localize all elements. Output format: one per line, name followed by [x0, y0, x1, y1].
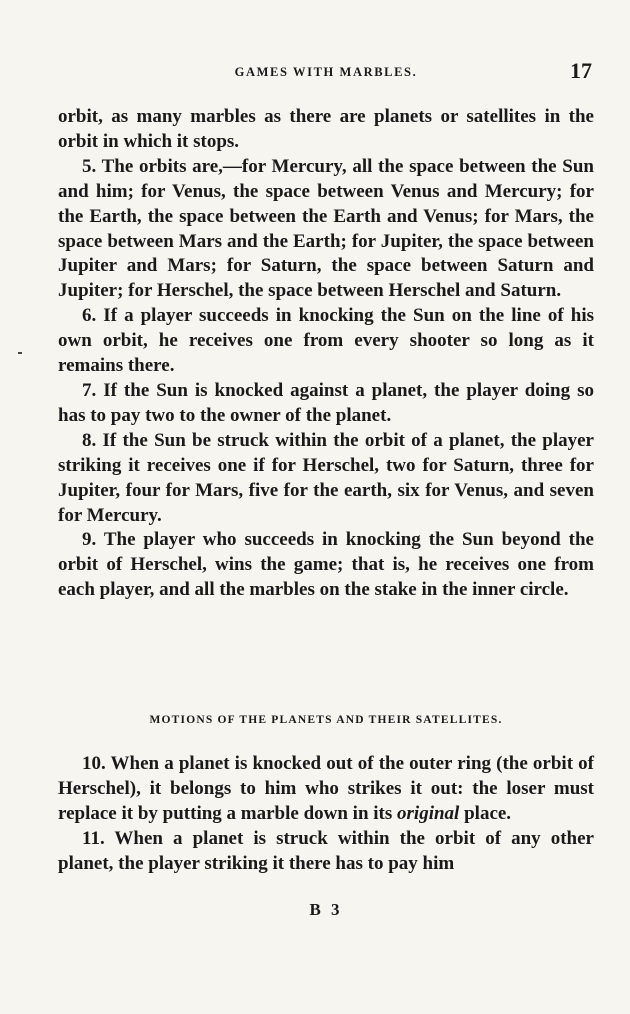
section-text [58, 752, 594, 877]
running-head [58, 60, 594, 84]
rule-10-text-end: place. [459, 802, 512, 824]
paragraph-rule-9: 9. The player who succeeds in knocking the Sun beyond the orbit of Herschel, wins the game; that is, he receives one from each player, and all the marbles on the stake in the inner circle. [58, 529, 594, 601]
paragraph-rule-6: 6. If a player succeeds in knocking the Sun on the line of his own orbit, he receives one from every shooter so long as it remains there. [58, 305, 594, 377]
scan-artifact [18, 352, 22, 354]
paragraph-rule-8: 8. If the Sun be struck within the orbit of a planet, the player striking it receives one if for Herschel, two for Saturn, three for Jupiter, four for Mars, five for the earth, six for Venus, and seven for Mercury. [58, 429, 594, 526]
rule-10-text: 10. When a planet is knocked out of the outer ring (the orbit of Herschel), it belongs to him who strikes it out: the loser must replace it by putting a marble down in its [58, 753, 594, 824]
paragraph-continuation: orbit, as many marbles as there are planets or satellites in the orbit in which it stops. [58, 106, 594, 152]
paragraph-rule-5: 5. The orbits are,—for Mercury, all the space between the Sun and him; for Venus, the space between Venus and Mercury; for the Earth, the space between the Earth and Venus; for Mars, the space between Mars and the Earth; for Jupiter, the space between Jupiter and Mars; for Saturn, the space between Saturn and Jupiter; for Herschel, the space between Herschel and Saturn. [58, 155, 594, 302]
section-heading: MOTIONS OF THE PLANETS AND THEIR SATELLITES. [149, 714, 503, 726]
paragraph-rule-11: 11. When a planet is struck within the orbit of any other planet, the player striking it there has to pay him [58, 827, 594, 874]
signature-mark: B 3 [309, 900, 343, 919]
paragraph-rule-10 [58, 752, 594, 827]
running-title: GAMES WITH MARBLES. [234, 65, 418, 79]
main-text [58, 105, 594, 603]
rule-10-emphasis: original [397, 802, 460, 824]
page-number: 17 [570, 58, 592, 83]
paragraph-rule-7: 7. If the Sun is knocked against a planet, the player doing so has to pay two to the owner of the planet. [58, 379, 594, 426]
page-content [58, 0, 594, 1014]
